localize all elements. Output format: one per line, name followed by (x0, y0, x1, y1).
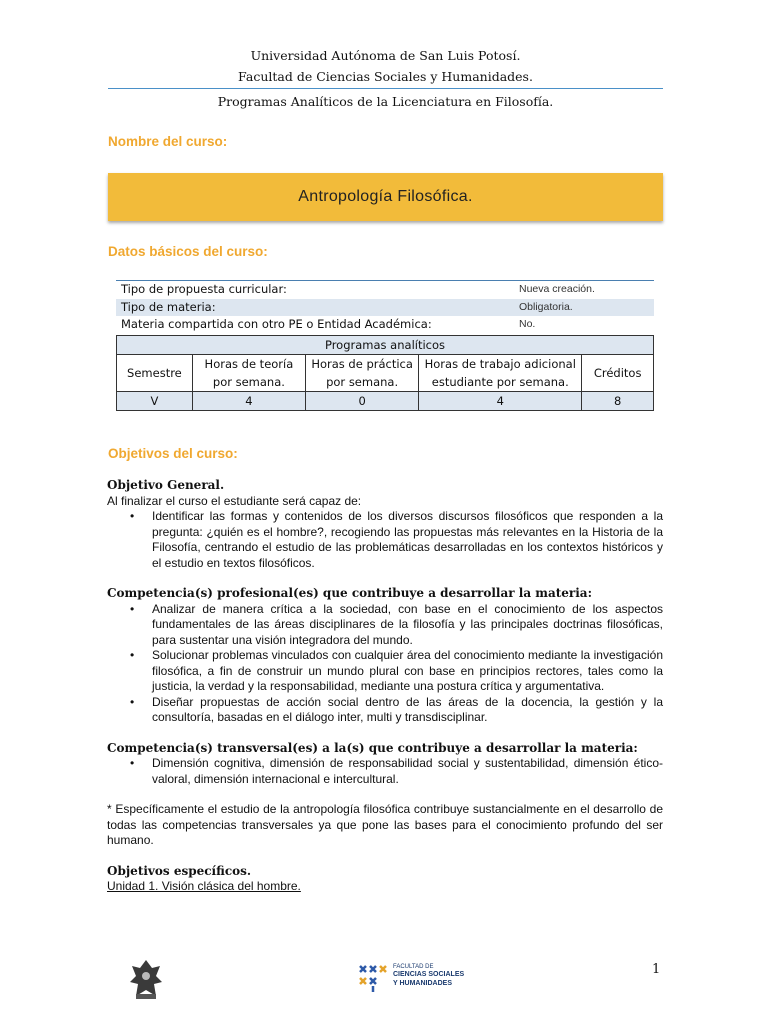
list-item: • Dimensión cognitiva, dimensión de responsabilidad social y sustentabilidad, dimensión ético-valoral, dimensión internacional e intercultural. (107, 756, 663, 787)
faculty-logo (357, 962, 467, 996)
basics-table (116, 280, 654, 334)
objectives-label: Objetivos del curso: (108, 446, 238, 461)
list-item: • Diseñar propuestas de acción social dentro de las áreas de la docencia, la gestión y la consultoría, basadas en el diálogo inter, multi y transdisciplinar. (107, 695, 663, 726)
basics-row (116, 281, 654, 299)
basics-label: Datos básicos del curso: (108, 244, 268, 259)
programs-header-row (117, 355, 654, 392)
general-objective-title: Objetivo General. (107, 478, 225, 492)
general-objective-list (107, 509, 663, 571)
list-item: • Solucionar problemas vinculados con cualquier área del conocimiento mediante la investigación filosófica, a fin de construir un mundo plural con base en principios rectores, tales como la justicia, la verdad y la responsabilidad, mediante una postura crítica y argumentativa. (107, 648, 663, 695)
programs-header-cell: Semestre (117, 355, 193, 392)
programs-value-cell: 4 (192, 392, 305, 411)
course-name: Antropología Filosófica. (298, 188, 473, 205)
header-faculty: Facultad de Ciencias Sociales y Humanidades. (238, 69, 533, 84)
university-seal-icon (126, 958, 166, 1002)
header-divider (108, 88, 663, 89)
programs-header-cell: Horas de teoría por semana. (192, 355, 305, 392)
professional-competences-list (107, 602, 663, 726)
faculty-logo-icon (357, 962, 389, 994)
faculty-logo-line: FACULTAD DE (393, 964, 434, 970)
basics-row (116, 299, 654, 317)
transversal-note: * Específicamente el estudio de la antropología filosófica contribuye sustancialmente en el desarrollo de todas las competencias transversales ya que pone las bases para el conocimiento profundo del ser humano. (107, 802, 663, 847)
professional-competences-title: Competencia(s) profesional(es) que contribuye a desarrollar la materia: (107, 586, 593, 600)
basics-row-label: Tipo de materia: (116, 299, 514, 317)
basics-row-label: Materia compartida con otro PE o Entidad Académica: (121, 317, 432, 331)
programs-value-cell: 8 (582, 392, 654, 411)
programs-value-cell: V (117, 392, 193, 411)
specific-objectives-title: Objetivos específicos. (107, 863, 252, 878)
objectives-body (107, 478, 663, 895)
course-name-box (108, 173, 663, 221)
header-program: Programas Analíticos de la Licenciatura en Filosofía. (217, 94, 554, 109)
unit-1-title: Unidad 1. Visión clásica del hombre. (107, 879, 301, 893)
programs-header-cell: Créditos (582, 355, 654, 392)
basics-row-value: Nueva creación. (514, 281, 654, 299)
faculty-logo-line: CIENCIAS SOCIALES (393, 971, 465, 979)
programs-value-cell: 4 (419, 392, 582, 411)
page-number: 1 (652, 962, 661, 977)
transversal-competences-list (107, 756, 663, 787)
basics-row (116, 316, 654, 334)
programs-title-row (117, 336, 654, 355)
programs-table (116, 335, 654, 411)
list-item: • Analizar de manera crítica a la sociedad, con base en el conocimiento de los aspectos fundamentales de las áreas disciplinares de la filosofía y las principales doctrinas filosóficas, para sustentar una visión integradora del mundo. (107, 602, 663, 649)
basics-row-value: No. (519, 318, 536, 330)
list-item: • Identificar las formas y contenidos de los diversos discursos filosóficos que responden a la pregunta: ¿quién es el hombre?, recogiendo las propuestas más relevantes en la Historia de la Filosofía, centrando el estudio de las problemáticas desarrolladas en los contextos históricos y el estudio en textos filosóficos. (107, 509, 663, 571)
general-objective-intro: Al finalizar el curso el estudiante será capaz de: (107, 493, 362, 508)
header-university: Universidad Autónoma de San Luis Potosí. (250, 48, 521, 63)
basics-row-value: Obligatoria. (514, 299, 654, 317)
basics-row-label: Tipo de propuesta curricular: (116, 281, 514, 299)
course-name-label: Nombre del curso: (108, 134, 228, 149)
transversal-competences-title: Competencia(s) transversal(es) a la(s) que contribuye a desarrollar la materia: (107, 740, 638, 755)
programs-header-cell: Horas de práctica por semana. (306, 355, 419, 392)
faculty-logo-line: Y HUMANIDADES (393, 979, 452, 987)
programs-header-cell: Horas de trabajo adicional estudiante por semana. (419, 355, 582, 392)
programs-values-row (117, 392, 654, 411)
programs-title: Programas analíticos (117, 336, 654, 355)
programs-value-cell: 0 (306, 392, 419, 411)
